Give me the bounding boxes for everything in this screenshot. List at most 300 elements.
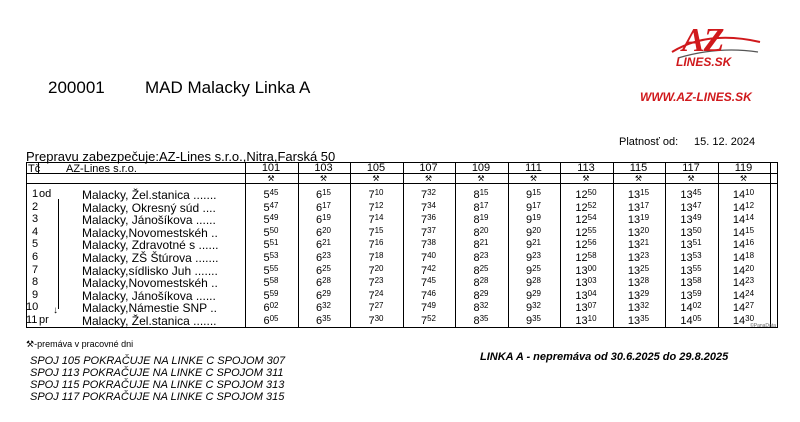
departure-hour: 13 xyxy=(680,289,693,302)
website-link[interactable]: WWW.AZ-LINES.SK xyxy=(640,90,752,104)
departure-minute: 21 xyxy=(479,238,489,248)
departure-time xyxy=(509,201,559,214)
departure-hour: 12 xyxy=(575,189,588,201)
departure-time xyxy=(299,314,349,327)
departure-hour: 13 xyxy=(680,201,693,214)
departure-hour: 6 xyxy=(315,277,323,290)
departure-time xyxy=(614,276,664,289)
departure-time xyxy=(719,264,769,277)
column-header-carrier: AZ-Lines s.r.o. xyxy=(66,163,137,175)
stop-name: Malacky,Novomestskéh .. xyxy=(82,276,218,291)
departure-hour: 13 xyxy=(627,277,641,290)
stop-number: 3 xyxy=(32,213,39,226)
departure-time xyxy=(719,238,769,251)
stop-name: Malacky, ZŠ Štúrova ....... xyxy=(82,251,219,265)
departure-minute: 45 xyxy=(269,188,279,197)
departure-minute: 49 xyxy=(692,213,702,223)
departure-time xyxy=(719,289,769,302)
departure-time xyxy=(614,213,664,226)
trip-number: 113 xyxy=(577,162,595,174)
departure-time xyxy=(614,264,664,277)
departure-time xyxy=(614,201,664,214)
departure-time xyxy=(404,201,454,214)
departure-minute: 52 xyxy=(587,200,597,210)
departure-time xyxy=(246,314,296,327)
departure-minute: 21 xyxy=(322,238,332,248)
stop-name: Malacky,sídlisko Juh ....... xyxy=(82,263,218,278)
departure-minute: 23 xyxy=(479,251,489,260)
stop-number: 10 xyxy=(26,301,39,314)
departure-minute: 55 xyxy=(587,225,597,235)
departure-minute: 16 xyxy=(745,238,755,248)
departure-time xyxy=(299,188,349,201)
departure-minute: 35 xyxy=(322,314,332,323)
departure-time xyxy=(666,264,716,277)
departure-minute: 25 xyxy=(479,263,489,273)
departure-minute: 30 xyxy=(374,314,384,323)
departure-minute: 27 xyxy=(745,301,755,311)
weekday-icon: ⚒ xyxy=(372,174,380,183)
departure-time xyxy=(246,226,296,239)
departure-hour: 13 xyxy=(575,315,588,327)
departure-time xyxy=(351,213,401,226)
departure-time xyxy=(246,238,296,251)
departure-minute: 20 xyxy=(532,225,542,235)
departure-minute: 19 xyxy=(479,213,489,223)
departure-time xyxy=(456,188,506,201)
departure-hour: 13 xyxy=(680,226,693,239)
departure-minute: 23 xyxy=(532,251,542,260)
departure-minute: 35 xyxy=(479,314,489,323)
departure-time xyxy=(719,201,769,214)
departure-time xyxy=(404,314,454,327)
departure-minute: 29 xyxy=(640,288,650,298)
departure-hour: 8 xyxy=(473,277,480,290)
departure-minute: 37 xyxy=(427,225,437,235)
departure-time xyxy=(246,213,296,226)
departure-time xyxy=(509,289,559,302)
departure-time xyxy=(351,201,401,214)
departure-minute: 53 xyxy=(692,251,702,260)
logo-az-text: AZ xyxy=(682,22,724,59)
departure-time xyxy=(509,264,559,277)
departure-hour: 6 xyxy=(315,201,323,214)
departure-time xyxy=(509,314,559,327)
trip-number: 107 xyxy=(419,162,438,174)
departure-minute: 21 xyxy=(532,238,542,248)
departure-time xyxy=(666,201,716,214)
departure-minute: 28 xyxy=(532,276,542,286)
trip-number: 101 xyxy=(261,162,281,174)
departure-time xyxy=(351,226,401,239)
departure-hour: 14 xyxy=(732,239,746,252)
departure-time xyxy=(351,251,401,264)
departure-hour: 13 xyxy=(627,201,641,214)
departure-hour: 5 xyxy=(263,214,270,227)
departure-time xyxy=(246,251,296,264)
departure-minute: 16 xyxy=(374,238,384,248)
departure-time xyxy=(404,238,454,251)
departure-hour: 13 xyxy=(627,302,641,315)
departure-hour: 7 xyxy=(368,289,375,302)
departure-minute: 47 xyxy=(269,200,279,210)
weekday-icon: ⚒ xyxy=(687,174,695,183)
departure-minute: 32 xyxy=(322,301,332,311)
departure-time xyxy=(299,213,349,226)
departure-hour: 6 xyxy=(315,302,323,315)
departure-minute: 23 xyxy=(745,276,755,286)
stop-name: Malacky, Žel.stanica ....... xyxy=(82,314,217,328)
weekday-legend: ⚒-premáva v pracovné dni xyxy=(26,339,134,349)
departure-minute: 42 xyxy=(427,263,437,273)
departure-minute: 59 xyxy=(269,288,279,298)
departure-hour: 13 xyxy=(627,189,641,201)
departure-hour: 9 xyxy=(525,214,533,227)
departure-hour: 14 xyxy=(732,201,746,214)
trip-number: 119 xyxy=(734,162,753,174)
departure-hour: 5 xyxy=(263,252,270,264)
validity-label: Platnosť od: xyxy=(619,136,679,148)
continuation-note: SPOJ 117 POKRAČUJE NA LINKE C SPOJOM 315 xyxy=(30,391,285,403)
stop-name: Malacky, Jánošíkova ...... xyxy=(82,213,216,228)
carrier-info: Prepravu zabezpečuje:AZ-Lines s.r.o.,Nitra,Farská 50 xyxy=(26,149,336,164)
departure-hour: 5 xyxy=(263,264,270,277)
departure-hour: 6 xyxy=(263,302,270,315)
departure-time xyxy=(719,226,769,239)
departure-minute: 02 xyxy=(269,301,279,311)
departure-hour: 12 xyxy=(575,252,588,264)
departure-minute: 28 xyxy=(479,276,489,286)
departure-minute: 54 xyxy=(587,213,597,223)
departure-hour: 12 xyxy=(575,239,588,252)
departure-minute: 20 xyxy=(374,263,384,273)
departure-minute: 45 xyxy=(692,188,702,197)
stop-number: 1 xyxy=(32,188,39,200)
departure-time xyxy=(666,251,716,264)
departure-minute: 15 xyxy=(532,188,542,197)
departure-time xyxy=(351,301,401,314)
departure-time xyxy=(509,188,559,201)
direction-line xyxy=(58,199,59,309)
departure-time xyxy=(561,201,611,214)
weekday-icon: ⚒ xyxy=(319,174,328,183)
departure-hour: 7 xyxy=(420,189,428,201)
stop-flag: pr xyxy=(39,314,49,326)
departure-time xyxy=(456,314,506,327)
departure-minute: 19 xyxy=(640,213,650,223)
departure-minute: 51 xyxy=(269,238,279,248)
departure-time xyxy=(456,213,506,226)
departure-time xyxy=(299,276,349,289)
departure-hour: 14 xyxy=(732,214,746,227)
departure-hour: 8 xyxy=(473,289,480,302)
departure-hour: 13 xyxy=(575,302,588,315)
departure-time xyxy=(561,276,611,289)
departure-hour: 6 xyxy=(315,239,323,252)
departure-minute: 27 xyxy=(374,301,384,311)
departure-time xyxy=(666,289,716,302)
departure-minute: 45 xyxy=(427,276,437,286)
departure-minute: 58 xyxy=(587,251,597,260)
departure-time xyxy=(404,251,454,264)
departure-minute: 53 xyxy=(269,251,279,260)
departure-hour: 7 xyxy=(368,201,375,214)
departure-hour: 7 xyxy=(420,226,428,239)
departure-hour: 13 xyxy=(680,252,693,264)
departure-hour: 9 xyxy=(525,201,533,214)
departure-minute: 15 xyxy=(745,225,755,235)
departure-hour: 7 xyxy=(420,315,428,327)
departure-hour: 13 xyxy=(575,277,588,290)
stop-name: Malacky, Žel.stanica ....... xyxy=(82,188,217,202)
departure-minute: 55 xyxy=(692,263,702,273)
departure-minute: 29 xyxy=(479,288,489,298)
column-header-number: Tč xyxy=(28,163,41,175)
departure-minute: 49 xyxy=(269,213,279,223)
departure-time xyxy=(404,213,454,226)
trip-number: 103 xyxy=(314,162,333,174)
departure-hour: 9 xyxy=(525,226,533,239)
weekday-icon: ⚒ xyxy=(477,174,485,183)
departure-time xyxy=(666,238,716,251)
departure-minute: 17 xyxy=(479,200,489,210)
departure-minute: 34 xyxy=(427,200,437,210)
departure-time xyxy=(666,213,716,226)
departure-minute: 15 xyxy=(479,188,489,197)
stop-number: 7 xyxy=(32,263,39,276)
continuation-note: SPOJ 115 POKRAČUJE NA LINKE C SPOJOM 313 xyxy=(30,379,285,391)
departure-hour: 5 xyxy=(263,189,270,201)
departure-time xyxy=(719,251,769,264)
stop-number: 5 xyxy=(32,238,39,251)
departure-hour: 12 xyxy=(575,226,588,239)
departure-hour: 7 xyxy=(368,252,375,264)
departure-time xyxy=(404,188,454,201)
departure-minute: 10 xyxy=(587,314,597,323)
departure-minute: 19 xyxy=(532,213,542,223)
departure-hour: 13 xyxy=(627,226,641,239)
departure-hour: 14 xyxy=(732,315,746,327)
departure-hour: 14 xyxy=(732,189,746,201)
departure-hour: 8 xyxy=(473,214,480,227)
departure-hour: 9 xyxy=(525,264,533,277)
departure-hour: 7 xyxy=(420,277,428,290)
departure-hour: 7 xyxy=(368,214,375,227)
stop-number: 9 xyxy=(32,288,39,301)
trip-number: 117 xyxy=(682,162,700,174)
departure-minute: 49 xyxy=(427,301,437,311)
departure-minute: 02 xyxy=(692,301,702,311)
departure-minute: 25 xyxy=(322,263,332,273)
departure-time xyxy=(351,238,401,251)
departure-minute: 52 xyxy=(427,314,437,323)
departure-minute: 28 xyxy=(640,276,650,286)
departure-time xyxy=(246,289,296,302)
departure-time xyxy=(299,301,349,314)
stop-flag: od xyxy=(39,188,52,200)
departure-minute: 20 xyxy=(745,263,755,273)
departure-time xyxy=(456,201,506,214)
continuation-note: SPOJ 113 POKRAČUJE NA LINKE C SPOJOM 311 xyxy=(30,367,284,379)
departure-hour: 9 xyxy=(525,252,533,264)
departure-minute: 32 xyxy=(640,301,650,311)
departure-time xyxy=(456,301,506,314)
departure-time xyxy=(351,276,401,289)
weekday-icon: ⚒ xyxy=(267,174,275,183)
departure-time xyxy=(666,301,716,314)
departure-minute: 55 xyxy=(269,263,279,273)
departure-hour: 9 xyxy=(525,302,533,315)
departure-hour: 13 xyxy=(627,239,641,252)
departure-time xyxy=(561,301,611,314)
departure-minute: 29 xyxy=(532,288,542,298)
departure-hour: 6 xyxy=(315,189,323,201)
trip-number: 115 xyxy=(629,162,648,174)
departure-minute: 20 xyxy=(640,225,650,235)
departure-hour: 14 xyxy=(732,252,746,264)
departure-hour: 14 xyxy=(732,226,746,239)
departure-time xyxy=(509,251,559,264)
departure-minute: 35 xyxy=(532,314,542,323)
stop-name: Malacky,Novomestskéh .. xyxy=(82,225,218,240)
departure-hour: 13 xyxy=(680,214,693,227)
departure-hour: 7 xyxy=(368,189,375,201)
departure-time xyxy=(351,314,401,327)
departure-minute: 32 xyxy=(479,301,489,311)
departure-hour: 13 xyxy=(575,289,588,302)
departure-minute: 14 xyxy=(374,213,384,223)
departure-minute: 17 xyxy=(640,200,650,210)
departure-time xyxy=(351,289,401,302)
departure-hour: 6 xyxy=(315,264,323,277)
departure-hour: 8 xyxy=(473,264,480,277)
departure-hour: 9 xyxy=(525,239,533,252)
departure-time xyxy=(299,251,349,264)
departure-time xyxy=(246,188,296,201)
departure-hour: 14 xyxy=(732,302,746,315)
departure-time xyxy=(561,314,611,327)
departure-minute: 07 xyxy=(587,301,597,311)
departure-hour: 8 xyxy=(473,315,480,327)
departure-minute: 23 xyxy=(640,251,650,260)
departure-minute: 24 xyxy=(745,288,755,298)
weekday-icon: ⚒ xyxy=(739,174,748,183)
departure-time xyxy=(351,188,401,201)
stop-number: 8 xyxy=(32,276,39,289)
departure-minute: 17 xyxy=(532,200,542,210)
departure-minute: 10 xyxy=(374,188,384,197)
stop-number: 11 xyxy=(26,314,38,326)
az-lines-logo xyxy=(668,22,764,74)
stop-name: Malacky, Zdravotné s ...... xyxy=(82,238,219,253)
departure-minute: 18 xyxy=(374,251,384,260)
departure-time xyxy=(561,188,611,201)
departure-hour: 13 xyxy=(575,264,588,277)
departure-hour: 5 xyxy=(263,289,270,302)
departure-hour: 7 xyxy=(420,201,428,214)
departure-time xyxy=(614,314,664,327)
departure-time xyxy=(719,276,769,289)
departure-hour: 7 xyxy=(368,264,375,277)
departure-hour: 9 xyxy=(525,315,533,327)
direction-arrow-icon: ↓ xyxy=(53,305,58,316)
departure-time xyxy=(509,238,559,251)
departure-time xyxy=(719,213,769,226)
departure-hour: 14 xyxy=(732,264,746,277)
departure-time xyxy=(509,301,559,314)
departure-hour: 5 xyxy=(263,239,270,252)
departure-hour: 12 xyxy=(575,214,588,227)
departure-minute: 04 xyxy=(587,288,597,298)
departure-minute: 38 xyxy=(427,238,437,248)
departure-time xyxy=(614,301,664,314)
departure-minute: 25 xyxy=(640,263,650,273)
departure-time xyxy=(351,264,401,277)
departure-minute: 23 xyxy=(322,251,332,260)
departure-minute: 58 xyxy=(269,276,279,286)
departure-minute: 17 xyxy=(322,200,332,210)
logo-lines-text: LINES.SK xyxy=(676,55,732,69)
departure-hour: 7 xyxy=(420,264,428,277)
departure-time xyxy=(666,188,716,201)
departure-hour: 7 xyxy=(420,252,428,264)
trip-number: 109 xyxy=(471,162,491,174)
departure-time xyxy=(614,226,664,239)
departure-hour: 7 xyxy=(368,302,375,315)
departure-time xyxy=(509,276,559,289)
departure-time xyxy=(561,238,611,251)
departure-time xyxy=(299,201,349,214)
departure-time xyxy=(246,276,296,289)
departure-minute: 20 xyxy=(322,225,332,235)
departure-hour: 14 xyxy=(732,289,746,302)
stop-name: Malacky,Námestie SNP .. xyxy=(82,301,217,316)
departure-minute: 19 xyxy=(322,213,332,223)
departure-minute: 23 xyxy=(374,276,384,286)
departure-minute: 21 xyxy=(640,238,650,248)
departure-time xyxy=(561,226,611,239)
data-credit: ©PanaData xyxy=(750,323,776,329)
departure-hour: 6 xyxy=(315,214,323,227)
column-divider xyxy=(38,162,39,173)
departure-hour: 6 xyxy=(315,226,323,239)
departure-hour: 5 xyxy=(263,226,270,239)
departure-hour: 13 xyxy=(627,214,641,227)
departure-hour: 14 xyxy=(680,302,693,315)
departure-hour: 7 xyxy=(420,239,428,252)
departure-hour: 8 xyxy=(473,189,480,201)
departure-minute: 40 xyxy=(427,251,437,260)
departure-minute: 15 xyxy=(322,188,332,197)
departure-time xyxy=(614,251,664,264)
departure-minute: 46 xyxy=(427,288,437,298)
departure-minute: 32 xyxy=(427,188,437,197)
stop-number: 6 xyxy=(32,251,39,263)
departure-minute: 32 xyxy=(532,301,542,311)
departure-minute: 00 xyxy=(587,263,597,273)
departure-time xyxy=(299,264,349,277)
departure-time xyxy=(404,226,454,239)
departure-minute: 47 xyxy=(692,200,702,210)
departure-minute: 10 xyxy=(745,188,755,197)
departure-time xyxy=(404,301,454,314)
departure-minute: 05 xyxy=(692,314,702,323)
departure-time xyxy=(719,301,769,314)
departure-time xyxy=(561,289,611,302)
weekday-icon: ⚒ xyxy=(424,174,433,183)
departure-hour: 7 xyxy=(420,214,428,227)
continuation-note: SPOJ 105 POKRAČUJE NA LINKE C SPOJOM 307 xyxy=(30,355,286,367)
